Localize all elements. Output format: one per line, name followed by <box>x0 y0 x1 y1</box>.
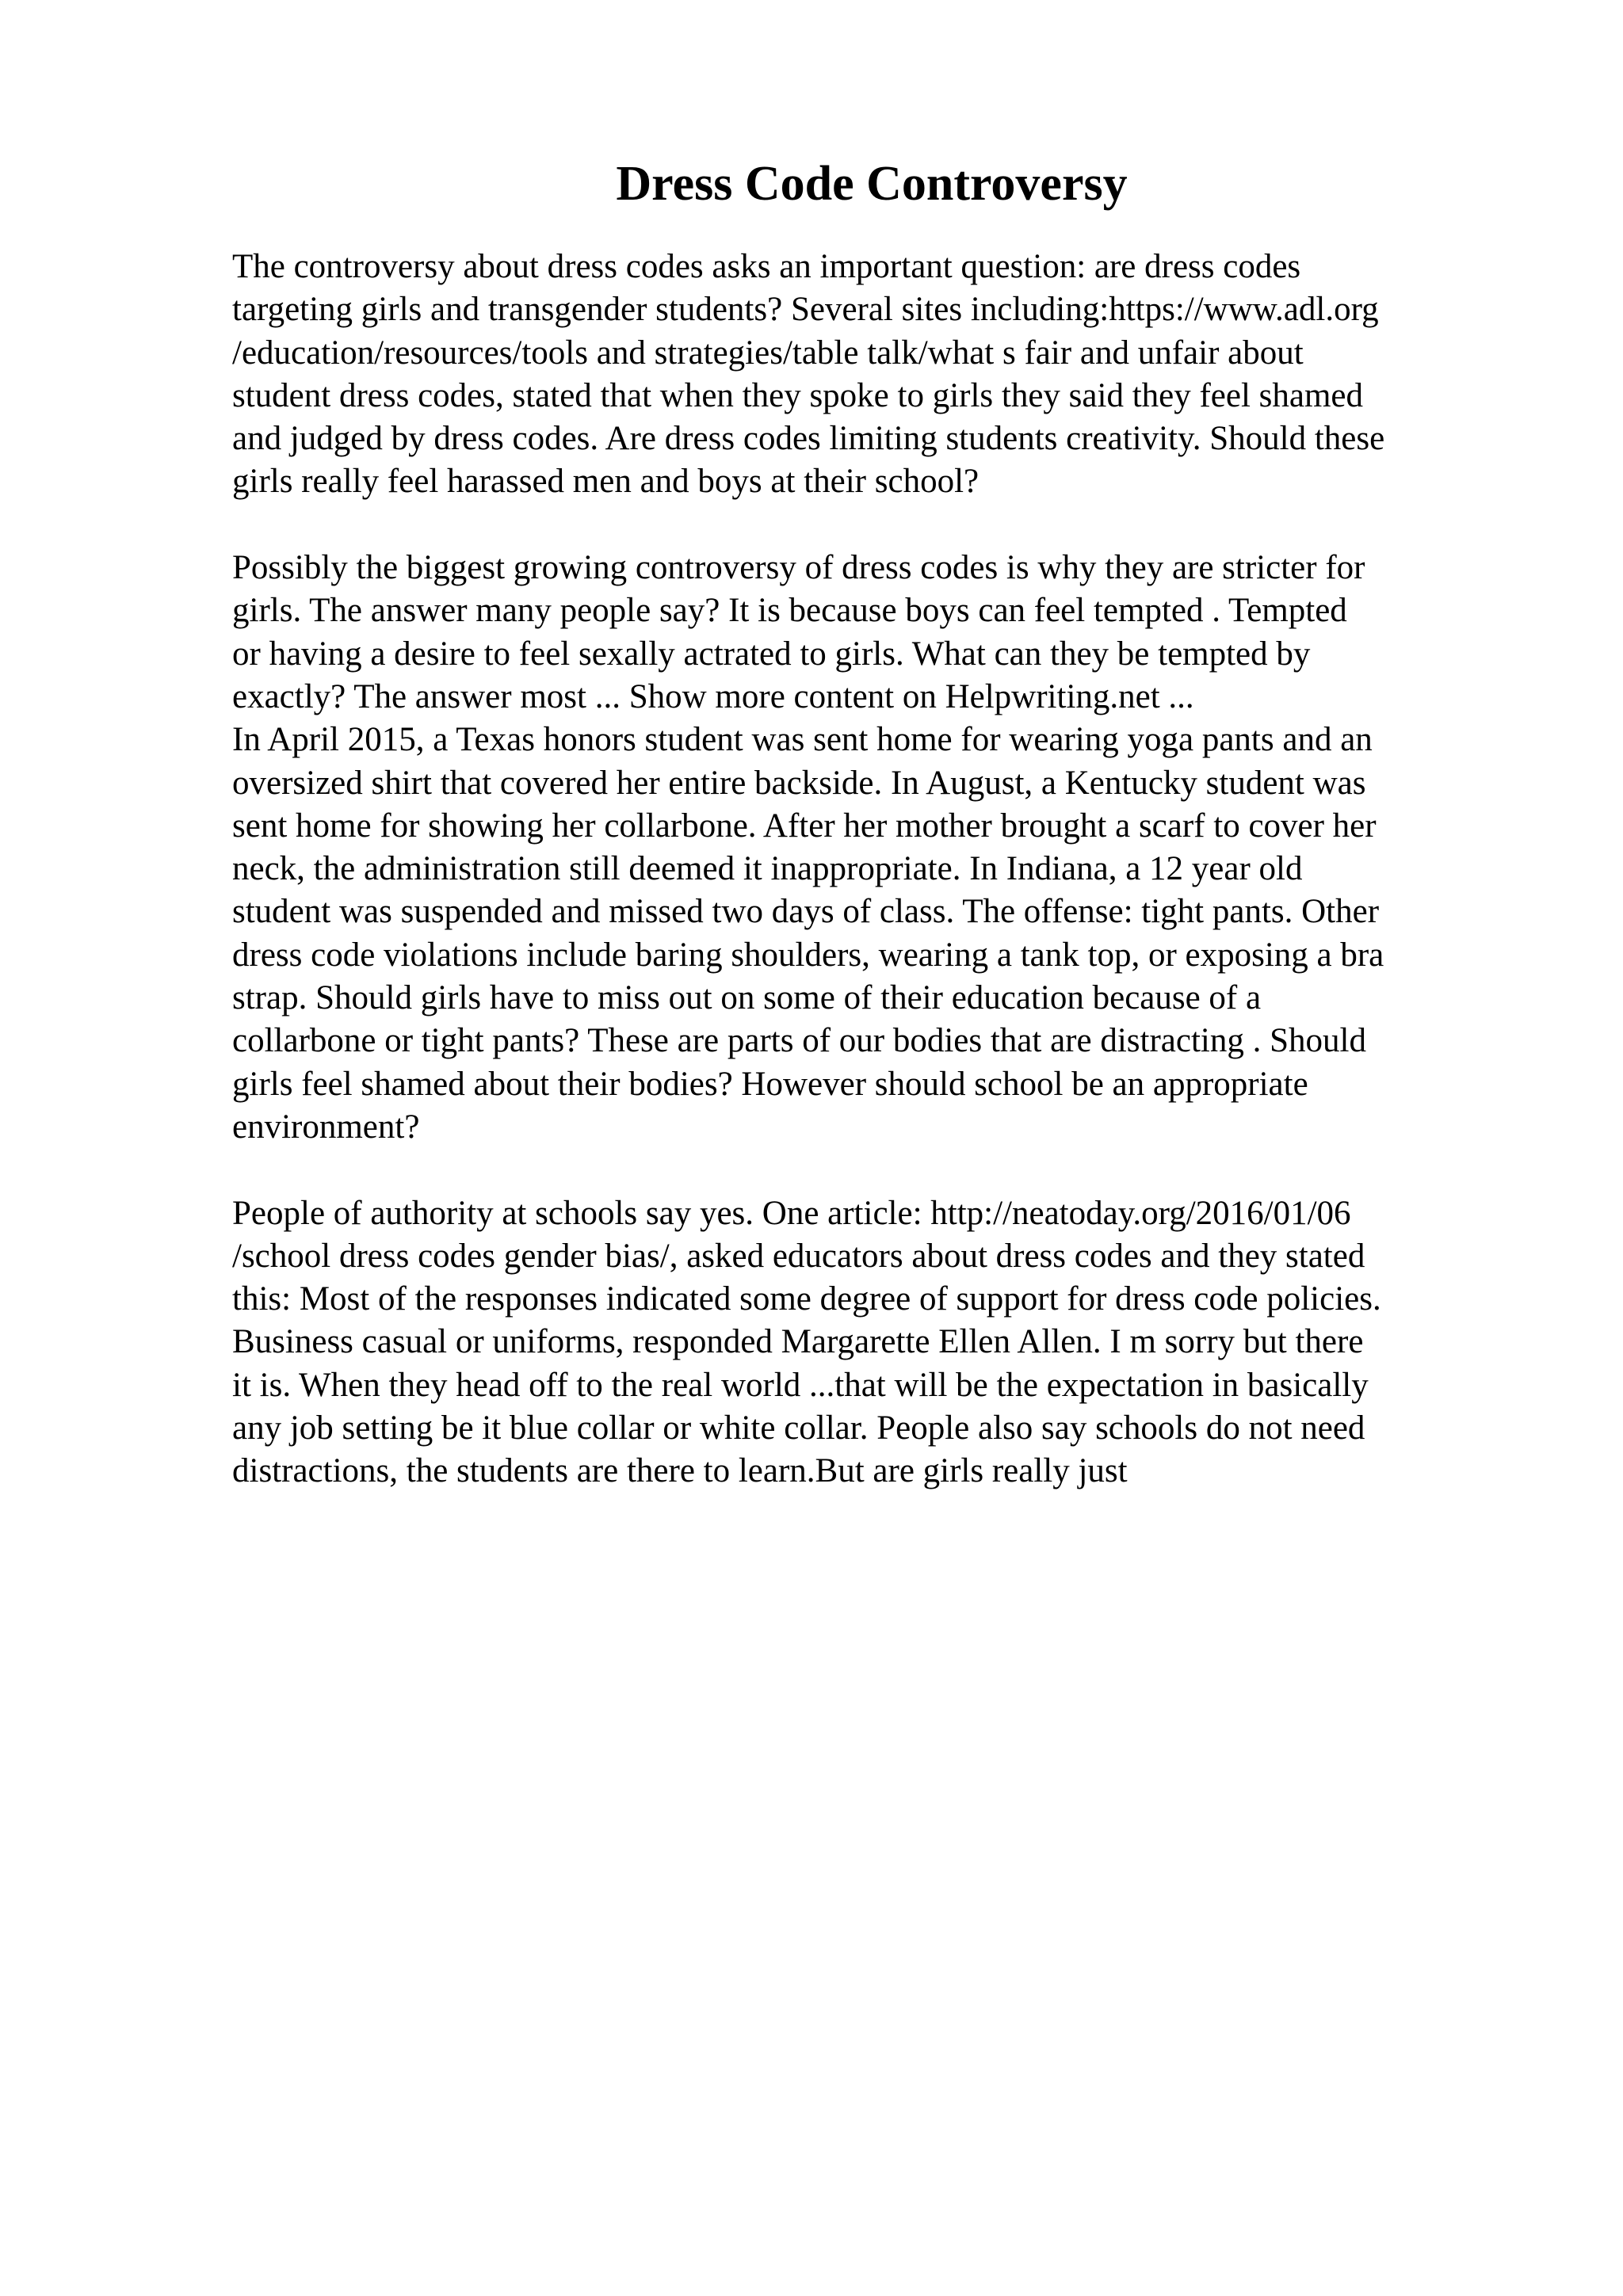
paragraph-spacer <box>232 504 1579 547</box>
document-body <box>232 246 1579 1493</box>
paragraph-3 <box>232 1192 1579 1493</box>
text-line: neck, the administration still deemed it inappropriate. In Indiana, a 12 year old <box>232 850 1303 888</box>
text-line: targeting girls and transgender students? Several sites including:https://www.adl.org <box>232 291 1379 329</box>
text-line: or having a desire to feel sexally actrated to girls. What can they be tempted by <box>232 635 1311 673</box>
text-line: distractions, the students are there to learn.But are girls really just <box>232 1452 1128 1490</box>
text-line: student was suspended and missed two days of class. The offense: tight pants. Other <box>232 893 1380 931</box>
text-line: strap. Should girls have to miss out on some of their education because of a <box>232 979 1262 1017</box>
text-line: /school dress codes gender bias/, asked educators about dress codes and they stated <box>232 1237 1365 1275</box>
paragraph-1 <box>232 246 1579 504</box>
text-line: girls feel shamed about their bodies? However should school be an appropriate <box>232 1065 1308 1103</box>
paragraph-2 <box>232 547 1579 1149</box>
text-line: student dress codes, stated that when they spoke to girls they said they feel shamed <box>232 376 1364 414</box>
text-line: exactly? The answer most ... Show more content on Helpwriting.net ... <box>232 677 1194 715</box>
text-line: girls. The answer many people say? It is because boys can feel tempted . Tempted <box>232 592 1347 630</box>
text-line: environment? <box>232 1108 420 1146</box>
text-line: any job setting be it blue collar or white collar. People also say schools do not need <box>232 1409 1365 1447</box>
paragraph-spacer <box>232 1149 1579 1192</box>
text-line: In April 2015, a Texas honors student was sent home for wearing yoga pants and an <box>232 721 1373 759</box>
text-line: this: Most of the responses indicated some degree of support for dress code policies. <box>232 1280 1381 1318</box>
text-line: and judged by dress codes. Are dress codes limiting students creativity. Should these <box>232 420 1385 458</box>
text-line: collarbone or tight pants? These are parts of our bodies that are distracting . Should <box>232 1022 1366 1060</box>
text-line: The controversy about dress codes asks an important question: are dress codes <box>232 248 1301 285</box>
text-line: /education/resources/tools and strategies/table talk/what s fair and unfair about <box>232 334 1304 372</box>
text-line: it is. When they head off to the real world ...that will be the expectation in basically <box>232 1366 1369 1404</box>
text-line: Business casual or uniforms, responded Margarette Ellen Allen. I m sorry but there <box>232 1323 1364 1361</box>
document-title: Dress Code Controversy <box>616 157 1128 211</box>
text-line: girls really feel harassed men and boys at their school? <box>232 463 980 501</box>
text-line: dress code violations include baring shoulders, wearing a tank top, or exposing a bra <box>232 936 1384 974</box>
text-line: sent home for showing her collarbone. After her mother brought a scarf to cover her <box>232 807 1377 845</box>
text-line: Possibly the biggest growing controversy of dress codes is why they are stricter for <box>232 549 1365 587</box>
text-line: People of authority at schools say yes. One article: http://neatoday.org/2016/01/06 <box>232 1194 1351 1232</box>
text-line: oversized shirt that covered her entire backside. In August, a Kentucky student was <box>232 764 1366 802</box>
